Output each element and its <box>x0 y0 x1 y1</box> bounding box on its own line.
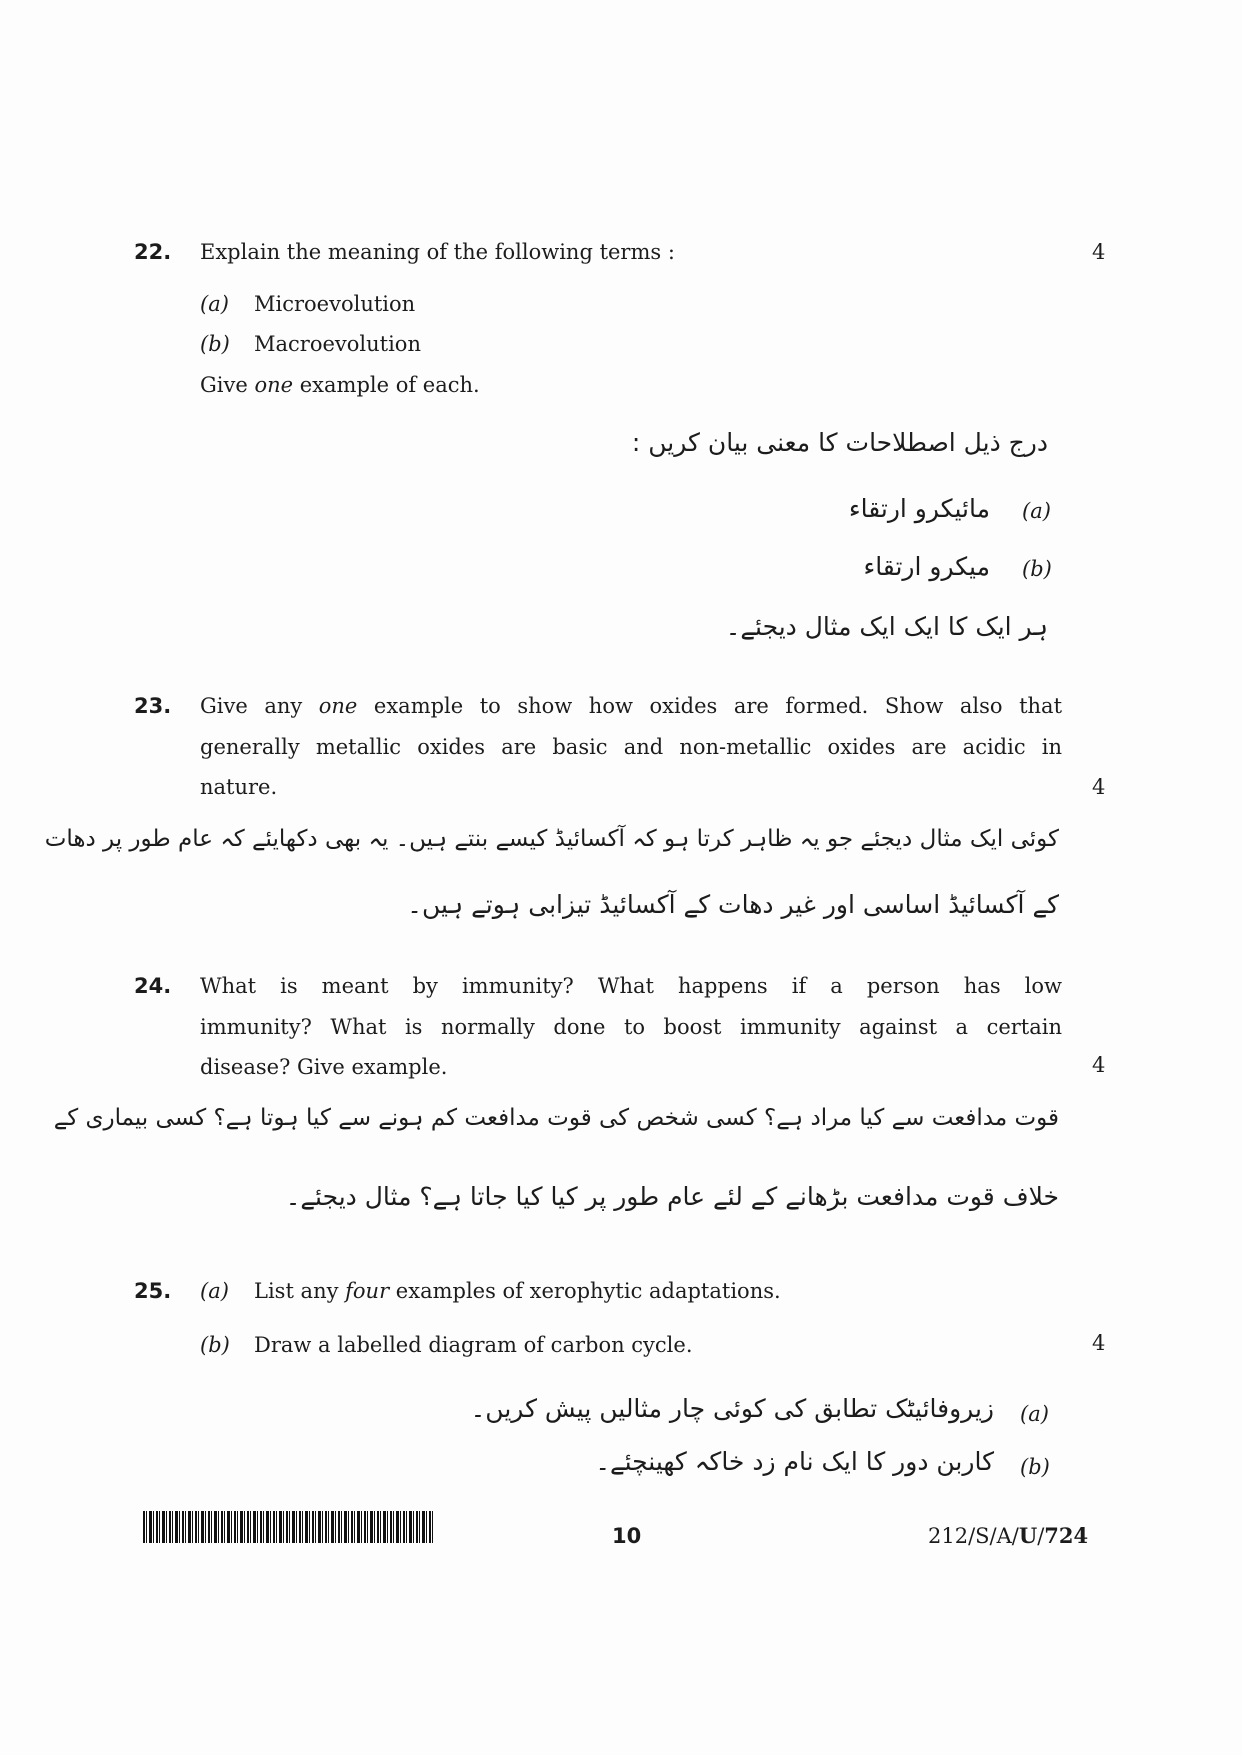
question-line-3: nature. <box>200 775 278 799</box>
urdu-part-a: مائیکرو ارتقاء <box>848 494 990 523</box>
question-stem: Explain the meaning of the following terms : <box>200 240 675 264</box>
urdu-line-2: خلاف قوت مدافعت بڑھانے کے لئے عام طور پر کیا کیا جاتا ہے؟ مثال دیجئے۔ <box>285 1182 1059 1211</box>
question-marks: 4 <box>1092 240 1106 264</box>
urdu-part-b: میکرو ارتقاء <box>863 552 990 581</box>
urdu-part-b-label: (b) <box>1020 1455 1050 1479</box>
question-marks: 4 <box>1092 775 1106 799</box>
urdu-part-a: زیروفائیٹک تطابق کی کوئی چار مثالیں پیش کریں۔ <box>470 1394 994 1423</box>
question-number: 23. <box>134 694 172 718</box>
urdu-stem: درج ذیل اصطلاحات کا معنی بیان کریں : <box>631 428 1048 457</box>
urdu-part-b-label: (b) <box>1022 557 1052 581</box>
part-b: (b) Macroevolution <box>200 332 421 356</box>
question-line-2: generally metallic oxides are basic and non-metallic oxides are acidic in <box>200 735 1062 759</box>
part-b: (b) Draw a labelled diagram of carbon cycle. <box>200 1333 693 1357</box>
barcode-image <box>143 1511 433 1543</box>
page-number: 10 <box>612 1524 642 1548</box>
question-marks: 4 <box>1092 1053 1106 1077</box>
part-a: (a) List any four examples of xerophytic adaptations. <box>200 1279 781 1303</box>
urdu-part-b: کاربن دور کا ایک نام زد خاکہ کھینچئے۔ <box>595 1447 994 1476</box>
question-number: 25. <box>134 1279 172 1303</box>
question-line-2: immunity? What is normally done to boost immunity against a certain <box>200 1015 1062 1039</box>
question-number: 24. <box>134 974 172 998</box>
urdu-line-2: کے آکسائیڈ اساسی اور غیر دھات کے آکسائیڈ تیزابی ہوتے ہیں۔ <box>407 890 1059 919</box>
question-closing: Give one example of each. <box>200 373 480 397</box>
question-number: 22. <box>134 240 172 264</box>
urdu-part-a-label: (a) <box>1022 499 1051 523</box>
urdu-line-1: کوئی ایک مثال دیجئے جو یہ ظاہر کرتا ہو کہ آکسائیڈ کیسے بنتے ہیں۔ یہ بھی دکھایئے کہ عام طور پر دھات <box>44 826 1059 852</box>
part-a: (a) Microevolution <box>200 292 416 316</box>
urdu-line-1: قوت مدافعت سے کیا مراد ہے؟ کسی شخص کی قوت مدافعت کم ہونے سے کیا ہوتا ہے؟ کسی بیماری کے <box>53 1105 1059 1131</box>
paper-code: 212/S/A/U/724 <box>928 1523 1089 1548</box>
urdu-part-a-label: (a) <box>1020 1402 1049 1426</box>
urdu-closing: ہر ایک کا ایک ایک مثال دیجئے۔ <box>725 612 1048 641</box>
question-marks: 4 <box>1092 1331 1106 1355</box>
question-line-1: What is meant by immunity? What happens if a person has low <box>200 974 1062 998</box>
question-line-3: disease? Give example. <box>200 1055 448 1079</box>
question-line-1: Give any one example to show how oxides are formed. Show also that <box>200 694 1063 718</box>
